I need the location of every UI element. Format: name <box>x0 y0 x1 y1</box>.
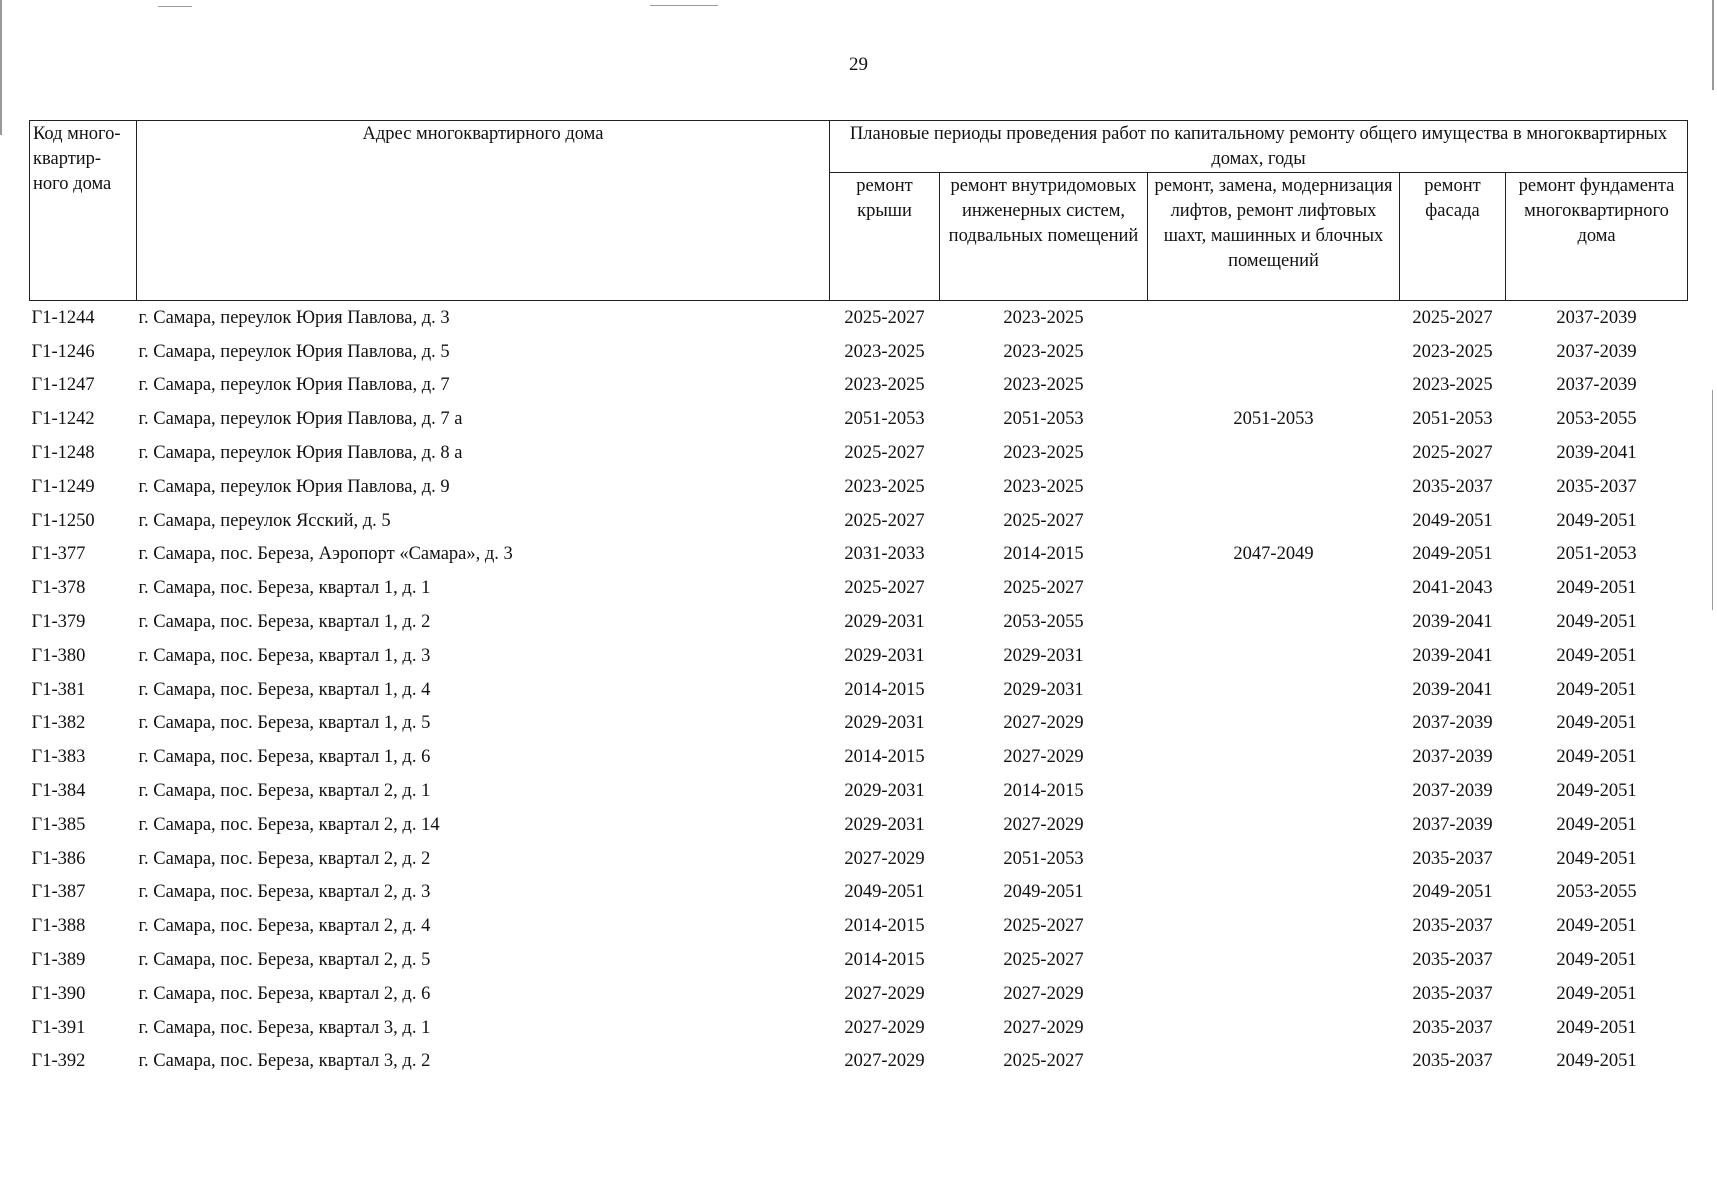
cell-facade: 2039-2041 <box>1412 645 1493 666</box>
cell-address: г. Самара, пос. Береза, квартал 1, д. 5 <box>138 713 431 734</box>
cell-code: Г1-392 <box>31 1051 86 1072</box>
cell-elevators <box>1148 639 1400 673</box>
cell-roof: 2023-2025 <box>844 341 925 362</box>
cell-address: г. Самара, переулок Юрия Павлова, д. 7 а <box>138 409 463 430</box>
table-row <box>30 436 1688 470</box>
cell-address: г. Самара, пос. Береза, квартал 2, д. 6 <box>138 983 431 1004</box>
cell-roof: 2025-2027 <box>844 510 925 531</box>
cell-elevators <box>1148 1045 1400 1079</box>
cell-foundation: 2049-2051 <box>1556 679 1637 700</box>
header-address: Адрес многоквартирного дома <box>137 121 830 301</box>
cell-foundation: 2051-2053 <box>1556 544 1637 565</box>
cell-systems: 2027-2029 <box>1003 713 1084 734</box>
cell-systems: 2023-2025 <box>1003 341 1084 362</box>
cell-address: г. Самара, пос. Береза, квартал 2, д. 4 <box>138 916 431 937</box>
cell-code: Г1-1248 <box>31 443 95 464</box>
table-row <box>30 538 1688 572</box>
cell-facade: 2035-2037 <box>1412 983 1493 1004</box>
cell-roof: 2029-2031 <box>844 713 925 734</box>
cell-systems: 2027-2029 <box>1003 814 1084 835</box>
cell-facade: 2049-2051 <box>1412 544 1493 565</box>
cell-code: Г1-1247 <box>31 375 95 396</box>
cell-foundation: 2049-2051 <box>1556 713 1637 734</box>
cell-roof: 2025-2027 <box>844 578 925 599</box>
cell-foundation: 2049-2051 <box>1556 814 1637 835</box>
cell-facade: 2037-2039 <box>1412 781 1493 802</box>
cell-address: г. Самара, пос. Береза, квартал 2, д. 14 <box>138 814 440 835</box>
cell-elevators <box>1148 774 1400 808</box>
cell-roof: 2025-2027 <box>844 307 925 328</box>
table-row <box>30 639 1688 673</box>
cell-address: г. Самара, пос. Береза, квартал 2, д. 5 <box>138 950 431 971</box>
cell-systems: 2025-2027 <box>1003 578 1084 599</box>
table-row <box>30 673 1688 707</box>
cell-facade: 2035-2037 <box>1412 1051 1493 1072</box>
table-row <box>30 571 1688 605</box>
cell-foundation: 2049-2051 <box>1556 1051 1637 1072</box>
cell-code: Г1-382 <box>31 713 86 734</box>
cell-foundation: 2049-2051 <box>1556 983 1637 1004</box>
table-row <box>30 842 1688 876</box>
table-row <box>30 1045 1688 1079</box>
cell-elevators <box>1148 842 1400 876</box>
cell-elevators <box>1148 943 1400 977</box>
cell-roof: 2023-2025 <box>844 375 925 396</box>
cell-code: Г1-1249 <box>31 476 95 497</box>
cell-address: г. Самара, переулок Юрия Павлова, д. 9 <box>138 476 450 497</box>
cell-roof: 2027-2029 <box>844 848 925 869</box>
cell-roof: 2014-2015 <box>844 679 925 700</box>
cell-foundation: 2039-2041 <box>1556 443 1637 464</box>
cell-foundation: 2049-2051 <box>1556 747 1637 768</box>
table-row <box>30 470 1688 504</box>
cell-roof: 2051-2053 <box>844 409 925 430</box>
cell-code: Г1-387 <box>31 882 86 903</box>
header-roof: ремонт крыши <box>830 173 940 301</box>
cell-facade: 2039-2041 <box>1412 612 1493 633</box>
cell-systems: 2049-2051 <box>1003 882 1084 903</box>
header-foundation: ремонт фундамента многоквартирного дома <box>1506 173 1688 301</box>
cell-systems: 2029-2031 <box>1003 645 1084 666</box>
cell-elevators <box>1148 605 1400 639</box>
cell-code: Г1-391 <box>31 1017 86 1038</box>
cell-elevators <box>1148 740 1400 774</box>
cell-foundation: 2037-2039 <box>1556 341 1637 362</box>
table-row <box>30 402 1688 436</box>
cell-code: Г1-1242 <box>31 409 95 430</box>
cell-roof: 2029-2031 <box>844 781 925 802</box>
cell-facade: 2025-2027 <box>1412 443 1493 464</box>
cell-facade: 2037-2039 <box>1412 814 1493 835</box>
cell-facade: 2037-2039 <box>1412 713 1493 734</box>
cell-address: г. Самара, пос. Береза, квартал 1, д. 6 <box>138 747 431 768</box>
cell-systems: 2023-2025 <box>1003 476 1084 497</box>
table-row <box>30 1011 1688 1045</box>
cell-roof: 2029-2031 <box>844 645 925 666</box>
cell-elevators <box>1148 571 1400 605</box>
cell-elevators <box>1148 436 1400 470</box>
cell-elevators <box>1148 369 1400 403</box>
header-planned-periods: Плановые периоды проведения работ по капитальному ремонту общего имущества в многоквартирных домах, годы <box>830 121 1688 173</box>
cell-facade: 2035-2037 <box>1412 1017 1493 1038</box>
cell-foundation: 2049-2051 <box>1556 848 1637 869</box>
cell-address: г. Самара, пос. Береза, квартал 2, д. 3 <box>138 882 431 903</box>
cell-code: Г1-380 <box>31 645 86 666</box>
cell-code: Г1-378 <box>31 578 86 599</box>
cell-facade: 2023-2025 <box>1412 341 1493 362</box>
header-row-top <box>30 121 1688 173</box>
cell-elevators <box>1148 808 1400 842</box>
table-body <box>30 301 1688 1079</box>
cell-address: г. Самара, переулок Юрия Павлова, д. 5 <box>138 341 450 362</box>
cell-address: г. Самара, переулок Ясский, д. 5 <box>138 510 391 531</box>
table-row <box>30 909 1688 943</box>
cell-facade: 2023-2025 <box>1412 375 1493 396</box>
cell-address: г. Самара, пос. Береза, квартал 3, д. 1 <box>138 1017 431 1038</box>
cell-elevators <box>1148 909 1400 943</box>
table-row <box>30 740 1688 774</box>
cell-foundation: 2037-2039 <box>1556 375 1637 396</box>
cell-code: Г1-381 <box>31 679 86 700</box>
cell-elevators: 2047-2049 <box>1233 544 1314 565</box>
cell-systems: 2023-2025 <box>1003 375 1084 396</box>
cell-address: г. Самара, переулок Юрия Павлова, д. 3 <box>138 307 450 328</box>
cell-elevators <box>1148 335 1400 369</box>
cell-facade: 2037-2039 <box>1412 747 1493 768</box>
cell-address: г. Самара, пос. Береза, квартал 2, д. 1 <box>138 781 431 802</box>
table-row <box>30 369 1688 403</box>
cell-foundation: 2049-2051 <box>1556 1017 1637 1038</box>
cell-foundation: 2053-2055 <box>1556 882 1637 903</box>
cell-address: г. Самара, пос. Береза, квартал 2, д. 2 <box>138 848 431 869</box>
cell-roof: 2027-2029 <box>844 1051 925 1072</box>
cell-elevators <box>1148 876 1400 910</box>
cell-facade: 2035-2037 <box>1412 848 1493 869</box>
cell-systems: 2051-2053 <box>1003 409 1084 430</box>
cell-facade: 2039-2041 <box>1412 679 1493 700</box>
cell-systems: 2025-2027 <box>1003 916 1084 937</box>
cell-foundation: 2049-2051 <box>1556 645 1637 666</box>
cell-code: Г1-388 <box>31 916 86 937</box>
cell-systems: 2051-2053 <box>1003 848 1084 869</box>
table-row <box>30 301 1688 335</box>
scan-mark-top-1 <box>158 6 192 7</box>
header-facade: ремонт фасада <box>1400 173 1506 301</box>
cell-foundation: 2053-2055 <box>1556 409 1637 430</box>
table-row <box>30 808 1688 842</box>
table-row <box>30 876 1688 910</box>
cell-address: г. Самара, пос. Береза, Аэропорт «Самара», д. 3 <box>138 544 513 565</box>
cell-foundation: 2049-2051 <box>1556 781 1637 802</box>
cell-code: Г1-389 <box>31 950 86 971</box>
cell-elevators <box>1148 470 1400 504</box>
cell-systems: 2025-2027 <box>1003 510 1084 531</box>
cell-elevators <box>1148 1011 1400 1045</box>
cell-code: Г1-1246 <box>31 341 95 362</box>
cell-code: Г1-385 <box>31 814 86 835</box>
table-row <box>30 707 1688 741</box>
cell-systems: 2014-2015 <box>1003 544 1084 565</box>
cell-facade: 2035-2037 <box>1412 916 1493 937</box>
cell-facade: 2051-2053 <box>1412 409 1493 430</box>
cell-facade: 2041-2043 <box>1412 578 1493 599</box>
cell-facade: 2025-2027 <box>1412 307 1493 328</box>
cell-address: г. Самара, пос. Береза, квартал 1, д. 1 <box>138 578 431 599</box>
cell-address: г. Самара, переулок Юрия Павлова, д. 8 а <box>138 443 463 464</box>
cell-code: Г1-1244 <box>31 307 95 328</box>
table-row <box>30 943 1688 977</box>
header-code: Код много- квартир- ного дома <box>30 121 137 301</box>
cell-code: Г1-386 <box>31 848 86 869</box>
cell-code: Г1-390 <box>31 983 86 1004</box>
cell-facade: 2035-2037 <box>1412 476 1493 497</box>
cell-elevators <box>1148 504 1400 538</box>
cell-systems: 2025-2027 <box>1003 1051 1084 1072</box>
cell-elevators <box>1148 977 1400 1011</box>
cell-systems: 2023-2025 <box>1003 443 1084 464</box>
table-row <box>30 605 1688 639</box>
cell-systems: 2053-2055 <box>1003 612 1084 633</box>
cell-roof: 2031-2033 <box>844 544 925 565</box>
cell-systems: 2027-2029 <box>1003 1017 1084 1038</box>
cell-roof: 2025-2027 <box>844 443 925 464</box>
cell-facade: 2049-2051 <box>1412 510 1493 531</box>
cell-facade: 2049-2051 <box>1412 882 1493 903</box>
cell-roof: 2027-2029 <box>844 983 925 1004</box>
table-row <box>30 335 1688 369</box>
page-number: 29 <box>849 54 868 75</box>
header-elevators: ремонт, замена, модернизация лифтов, ремонт лифтовых шахт, машинных и блочных помещений <box>1148 173 1400 301</box>
cell-foundation: 2049-2051 <box>1556 950 1637 971</box>
scan-mark-right-2 <box>1712 390 1713 610</box>
cell-elevators <box>1148 673 1400 707</box>
cell-facade: 2035-2037 <box>1412 950 1493 971</box>
cell-roof: 2049-2051 <box>844 882 925 903</box>
cell-address: г. Самара, пос. Береза, квартал 1, д. 3 <box>138 645 431 666</box>
table-row <box>30 977 1688 1011</box>
table-row <box>30 774 1688 808</box>
cell-code: Г1-383 <box>31 747 86 768</box>
cell-foundation: 2037-2039 <box>1556 307 1637 328</box>
cell-code: Г1-379 <box>31 612 86 633</box>
cell-code: Г1-384 <box>31 781 86 802</box>
cell-systems: 2023-2025 <box>1003 307 1084 328</box>
cell-foundation: 2049-2051 <box>1556 510 1637 531</box>
cell-roof: 2023-2025 <box>844 476 925 497</box>
cell-systems: 2029-2031 <box>1003 679 1084 700</box>
cell-roof: 2029-2031 <box>844 814 925 835</box>
scan-mark-right-1 <box>1712 0 1714 90</box>
capital-repair-schedule-table <box>29 120 1688 1078</box>
cell-roof: 2029-2031 <box>844 612 925 633</box>
cell-roof: 2014-2015 <box>844 747 925 768</box>
cell-code: Г1-377 <box>31 544 86 565</box>
cell-foundation: 2049-2051 <box>1556 916 1637 937</box>
cell-roof: 2014-2015 <box>844 916 925 937</box>
cell-foundation: 2035-2037 <box>1556 476 1637 497</box>
cell-systems: 2027-2029 <box>1003 747 1084 768</box>
cell-elevators <box>1148 301 1400 335</box>
table-row <box>30 504 1688 538</box>
scan-mark-top-2 <box>650 5 718 6</box>
cell-foundation: 2049-2051 <box>1556 578 1637 599</box>
cell-address: г. Самара, пос. Береза, квартал 1, д. 2 <box>138 612 431 633</box>
header-systems: ремонт внутридомовых инженерных систем, подвальных помещений <box>940 173 1148 301</box>
cell-address: г. Самара, пос. Береза, квартал 3, д. 2 <box>138 1051 431 1072</box>
cell-elevators: 2051-2053 <box>1233 409 1314 430</box>
cell-foundation: 2049-2051 <box>1556 612 1637 633</box>
cell-code: Г1-1250 <box>31 510 95 531</box>
cell-address: г. Самара, переулок Юрия Павлова, д. 7 <box>138 375 450 396</box>
cell-systems: 2025-2027 <box>1003 950 1084 971</box>
cell-roof: 2014-2015 <box>844 950 925 971</box>
cell-address: г. Самара, пос. Береза, квартал 1, д. 4 <box>138 679 431 700</box>
cell-elevators <box>1148 707 1400 741</box>
cell-roof: 2027-2029 <box>844 1017 925 1038</box>
cell-systems: 2027-2029 <box>1003 983 1084 1004</box>
cell-systems: 2014-2015 <box>1003 781 1084 802</box>
